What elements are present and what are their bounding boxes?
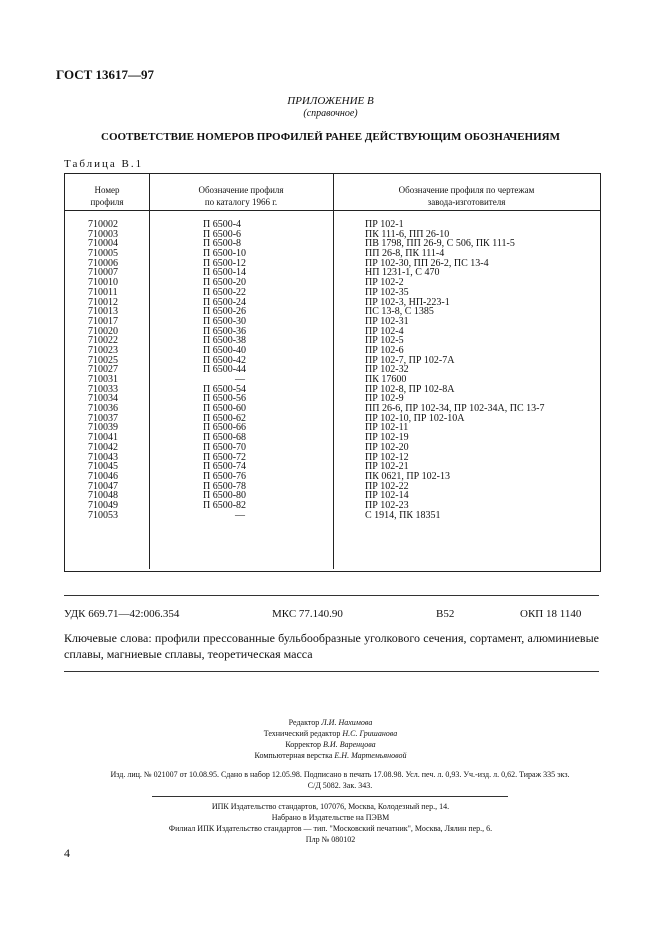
table-cell: 710017	[88, 315, 118, 327]
table-cell: ПР 102-2	[365, 277, 404, 289]
table-cell: ПР 102-23	[365, 499, 409, 511]
table-cell: 710042	[88, 441, 118, 453]
table-cell: 710004	[88, 238, 118, 250]
table-cell: П 6500-78	[203, 480, 247, 492]
table-cell: 710049	[88, 499, 118, 511]
table-cell: П 6500-14	[203, 267, 247, 279]
table-cell: 710005	[88, 248, 118, 260]
table-cell: ПР 102-8, ПР 102-8А	[365, 383, 455, 395]
credits-block	[0, 717, 661, 761]
table-cell: П 6500-4	[203, 219, 242, 230]
publishing-line-2: С/Д 5082. Зак. 343.	[307, 781, 373, 790]
column-header-factory: Обозначение профиля по чертежам завода-изготовителя	[398, 185, 535, 207]
table-cell: ПП 26-6, ПР 102-34, ПР 102-34А, ПС 13-7	[365, 403, 545, 415]
document-header: ГОСТ 13617—97	[56, 67, 155, 82]
mks-code: МКС 77.140.90	[272, 608, 343, 620]
table-cell: ПР 102-19	[365, 432, 409, 444]
divider-top	[64, 595, 599, 596]
table-cell: ПР 102-11	[365, 422, 409, 434]
table-cell: ПС 13-8, С 1385	[365, 306, 434, 318]
table-cell: П 6500-20	[203, 277, 247, 289]
table-cell: ПР 102-32	[365, 364, 409, 376]
table-cell: ПР 102-31	[365, 315, 409, 327]
table-cell: ПР 102-35	[365, 286, 409, 298]
table-cell: ПР 102-3, НП-223-1	[365, 296, 450, 308]
table-cell: П 6500-38	[203, 335, 247, 347]
table-cell: П 6500-60	[203, 403, 247, 415]
table-cell: ПР 102-12	[365, 451, 409, 463]
table-cell: ПР 102-14	[365, 490, 409, 502]
imprint-line-4: Плр № 080102	[305, 835, 356, 844]
column-header-number: Номер профиля	[90, 185, 124, 207]
table-cell: 710047	[88, 480, 118, 492]
table-cell: ПР 102-7, ПР 102-7А	[365, 354, 455, 366]
table-cell: ПК 0621, ПР 102-13	[365, 470, 451, 482]
table-cell: П 6500-80	[203, 490, 247, 502]
table-cell: ПР 102-22	[365, 480, 409, 492]
table-cell: ПР 102-6	[365, 344, 404, 356]
table-cell: 710034	[88, 393, 118, 405]
credit-proofreader: Корректор В.И. Варенцова	[285, 740, 376, 749]
table-cell: П 6500-54	[203, 383, 247, 395]
table-cell: П 6500-24	[203, 296, 247, 308]
column-divider-2	[333, 174, 334, 569]
table-cell: 710007	[88, 267, 118, 279]
table-cell: 710002	[88, 219, 118, 230]
page-number: 4	[64, 846, 70, 860]
table-cell: ПП 26-8, ПК 111-4	[365, 248, 445, 260]
table-cell: П 6500-26	[203, 306, 247, 318]
section-title: СООТВЕТСТВИЕ НОМЕРОВ ПРОФИЛЕЙ РАНЕЕ ДЕЙСТВУЮЩИМ ОБОЗНАЧЕНИЯМ	[101, 131, 560, 143]
table-cell: П 6500-74	[203, 461, 247, 473]
imprint-block	[0, 801, 661, 845]
table-cell: 710036	[88, 403, 118, 415]
appendix-note: (справочное)	[303, 108, 358, 119]
publishing-line-1: Изд. лиц. № 021007 от 10.08.95. Сдано в набор 12.05.98. Подписано в печать 17.08.98. Усл. печ. л. 0,93. Уч.-изд. л. 0,62. Тираж 335 экз.	[110, 770, 570, 779]
table-cell: 710023	[88, 344, 118, 356]
table-cell: П 6500-12	[203, 257, 247, 269]
table-cell: П 6500-70	[203, 441, 247, 453]
table-cell: 710010	[88, 277, 118, 289]
column-factory-values	[365, 220, 597, 520]
divider-bottom	[64, 671, 599, 672]
table-cell: 710033	[88, 383, 118, 395]
publishing-info	[80, 769, 600, 791]
table-cell: П 6500-68	[203, 432, 247, 444]
table-cell: 710027	[88, 364, 118, 376]
table-cell: ПВ 1798, ПП 26-9, С 506, ПК 111-5	[365, 238, 515, 250]
table-cell: 710022	[88, 335, 118, 347]
table-cell: 710031	[88, 374, 118, 385]
column-catalog-values	[203, 220, 323, 520]
table-cell: 710053	[88, 509, 118, 521]
keywords: Ключевые слова: профили прессованные бульбообразные уголкового сечения, сортамент, алюминиевые сплавы, магниевые сплавы, теоретическая масса	[64, 631, 599, 661]
group-code: В52	[436, 608, 455, 620]
table-cell: ПР 102-20	[365, 441, 409, 453]
table-cell: 710037	[88, 412, 118, 424]
table-cell: П 6500-66	[203, 422, 247, 434]
table-cell: П 6500-56	[203, 393, 247, 405]
imprint-line-1: ИПК Издательство стандартов, 107076, Москва, Колодезный пер., 14.	[211, 802, 450, 811]
table-cell: П 6500-42	[203, 354, 247, 366]
table-cell: П 6500-40	[203, 344, 247, 356]
table-cell: ПР 102-9	[365, 393, 404, 405]
table-cell: П 6500-44	[203, 364, 247, 376]
table-cell: 710048	[88, 490, 118, 502]
appendix-title: ПРИЛОЖЕНИЕ В	[287, 95, 374, 107]
table-cell: 710046	[88, 470, 118, 482]
okp-code: ОКП 18 1140	[520, 608, 582, 620]
table-cell: П 6500-62	[203, 412, 247, 424]
table-cell: —	[235, 374, 245, 385]
table-cell: 710006	[88, 257, 118, 269]
table-cell: 710025	[88, 354, 118, 366]
credit-tech-editor: Технический редактор Н.С. Гришанова	[263, 729, 398, 738]
table-cell: —	[235, 509, 245, 521]
table-cell: С 1914, ПК 18351	[365, 509, 441, 521]
imprint-line-2: Набрано в Издательстве на ПЭВМ	[271, 813, 390, 822]
table-cell: П 6500-22	[203, 286, 247, 298]
column-divider-1	[149, 174, 150, 569]
table-cell: 710039	[88, 422, 118, 434]
table-cell: П 6500-72	[203, 451, 247, 463]
udk-code: УДК 669.71—42:006.354	[64, 608, 180, 620]
imprint-line-3: Филиал ИПК Издательство стандартов — тип. "Московский печатник", Москва, Лялин пер., 6.	[168, 824, 493, 833]
table-cell: ПР 102-5	[365, 335, 404, 347]
table-cell: П 6500-36	[203, 325, 247, 337]
table-cell: 710020	[88, 325, 118, 337]
credit-editor: Редактор Л.И. Нахимова	[288, 718, 373, 727]
table-cell: П 6500-10	[203, 248, 247, 260]
table-cell: П 6500-82	[203, 499, 247, 511]
table-cell: П 6500-8	[203, 238, 242, 250]
table-cell: ПР 102-10, ПР 102-10А	[365, 412, 465, 424]
table-cell: ПР 102-4	[365, 325, 404, 337]
table-cell: 710043	[88, 451, 118, 463]
table-cell: П 6500-30	[203, 315, 247, 327]
profiles-table	[64, 173, 601, 572]
column-number-values	[88, 220, 148, 520]
table-cell: ПР 102-30, ПП 26-2, ПС 13-4	[365, 257, 489, 269]
table-cell: НП 1231-1, С 470	[365, 267, 440, 279]
table-cell: 710041	[88, 432, 118, 444]
table-cell: П 6500-6	[203, 228, 242, 240]
credit-layout: Компьютерная верстка Е.Н. Мартемьяновой	[254, 751, 407, 760]
table-cell: 710013	[88, 306, 118, 318]
table-cell: 710011	[88, 286, 118, 298]
table-cell: ПК 17600	[365, 374, 407, 385]
table-cell: 710045	[88, 461, 118, 473]
table-label: Таблица В.1	[64, 158, 144, 170]
table-cell: ПР 102-1	[365, 219, 404, 230]
table-cell: ПР 102-21	[365, 461, 409, 473]
table-cell: 710012	[88, 296, 118, 308]
table-cell: П 6500-76	[203, 470, 247, 482]
divider-imprint	[152, 796, 508, 797]
table-cell: ПК 111-6, ПП 26-10	[365, 228, 450, 240]
column-header-catalog: Обозначение профиля по каталогу 1966 г.	[198, 185, 284, 207]
table-cell: 710003	[88, 228, 118, 240]
